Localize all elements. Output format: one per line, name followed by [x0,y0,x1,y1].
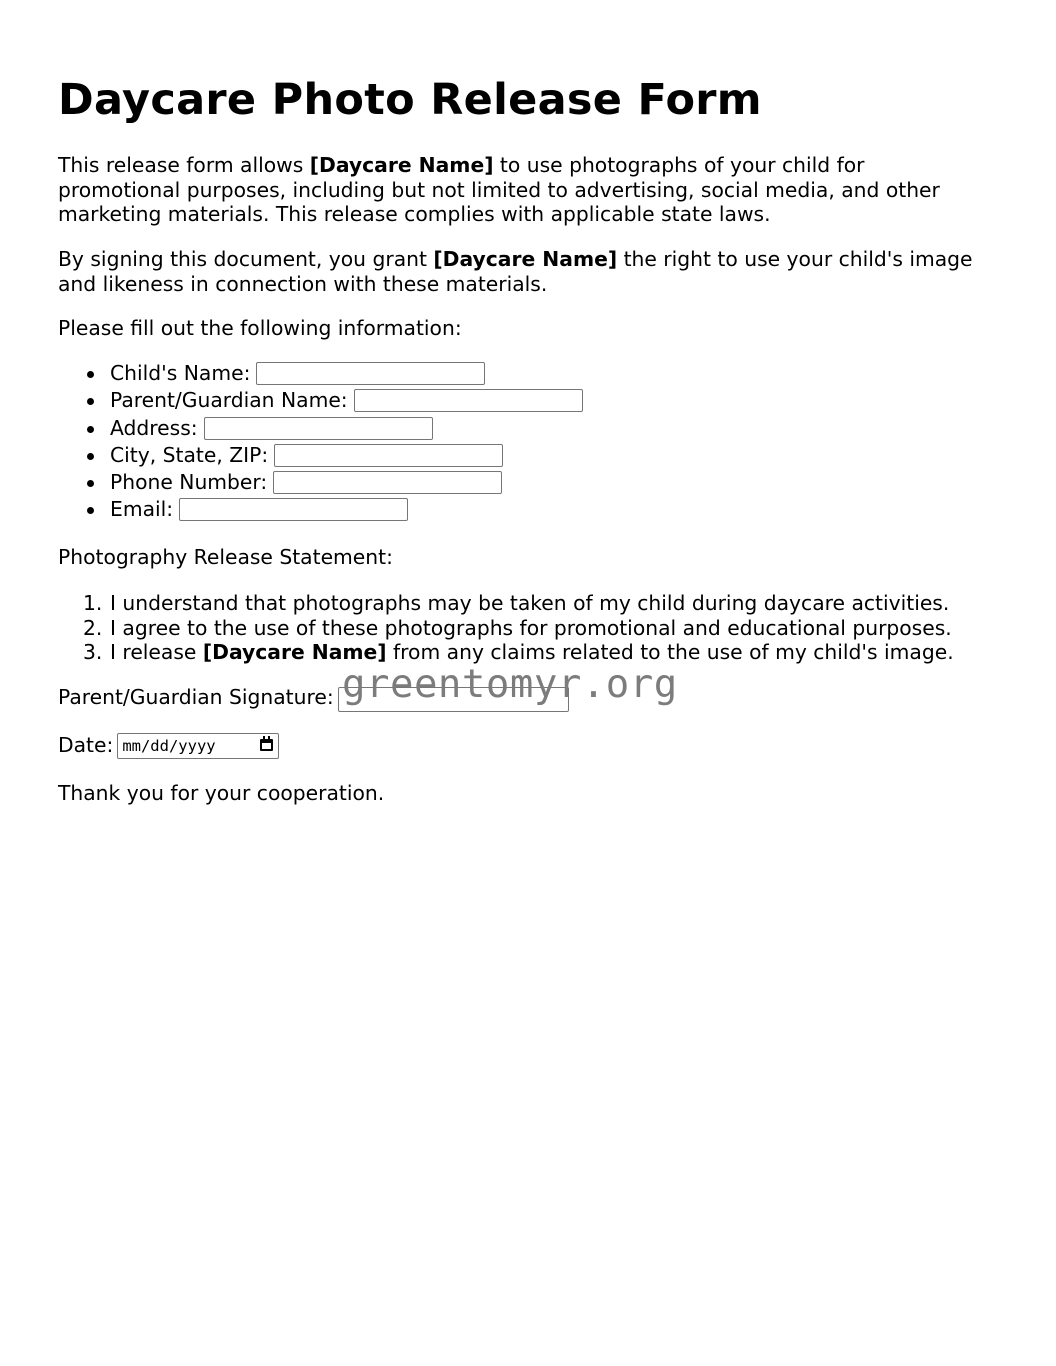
list-item [58,640,954,665]
city-state-zip-label: City, State, ZIP: [110,442,269,467]
list-item [58,469,583,496]
childs-name-label: Child's Name: [110,361,251,385]
watermark: greentomyr.org [342,662,678,707]
list-item [58,496,583,523]
page-title: Daycare Photo Release Form [58,75,762,125]
statement-text-end: from any claims related to the use of my child's image. [386,640,954,664]
daycare-name-placeholder: [Daycare Name] [433,247,618,271]
guardian-name-field[interactable] [354,389,583,412]
daycare-name-placeholder: [Daycare Name] [202,640,387,664]
list-item [58,387,583,414]
email-field[interactable] [179,498,408,521]
childs-name-field[interactable] [256,362,485,385]
grant-paragraph [58,247,993,296]
intro-paragraph [58,153,993,227]
statement-text: I understand that photographs may be taken of my child during daycare activities. [110,591,950,615]
address-field[interactable] [204,417,433,440]
intro-text-start: This release form allows [58,153,310,177]
date-label: Date: [58,733,114,757]
list-item [58,415,583,442]
statement-number: 1. [83,591,103,615]
list-item [58,616,954,641]
phone-number-field[interactable] [273,471,502,494]
calendar-icon[interactable] [260,739,273,751]
guardian-name-label: Parent/Guardian Name: [110,388,348,413]
statement-number: 2. [83,615,103,640]
list-item [58,360,583,387]
address-label: Address: [110,415,198,440]
thank-you-text: Thank you for your cooperation. [58,781,385,805]
grant-text-end: the right to use your child's image and likeness in connection with these materials. [58,247,973,296]
date-placeholder: mm/dd/yyyy [122,736,216,755]
list-item [58,442,583,469]
info-field-list [58,360,583,524]
intro-text-end: to use photographs of your child for promotional purposes, including but not limited to advertising, social media, and other marketing materials. This release complies with applicable state laws. [58,153,940,226]
date-row [58,732,279,760]
signature-label: Parent/Guardian Signature: [58,685,334,709]
statement-text: I agree to the use of these photographs for promotional and educational purposes. [110,615,952,640]
grant-text-start: By signing this document, you grant [58,247,434,271]
statement-text: I release [110,640,203,664]
statement-number: 3. [83,640,103,664]
date-input[interactable] [117,733,279,759]
fill-prompt: Please fill out the following information: [58,316,462,340]
email-label: Email: [110,497,174,522]
daycare-name-placeholder: [Daycare Name] [309,153,494,177]
city-state-zip-field[interactable] [274,444,503,467]
list-item [58,591,954,616]
statement-list [58,591,954,665]
statement-heading: Photography Release Statement: [58,545,393,569]
phone-number-label: Phone Number: [110,470,268,495]
